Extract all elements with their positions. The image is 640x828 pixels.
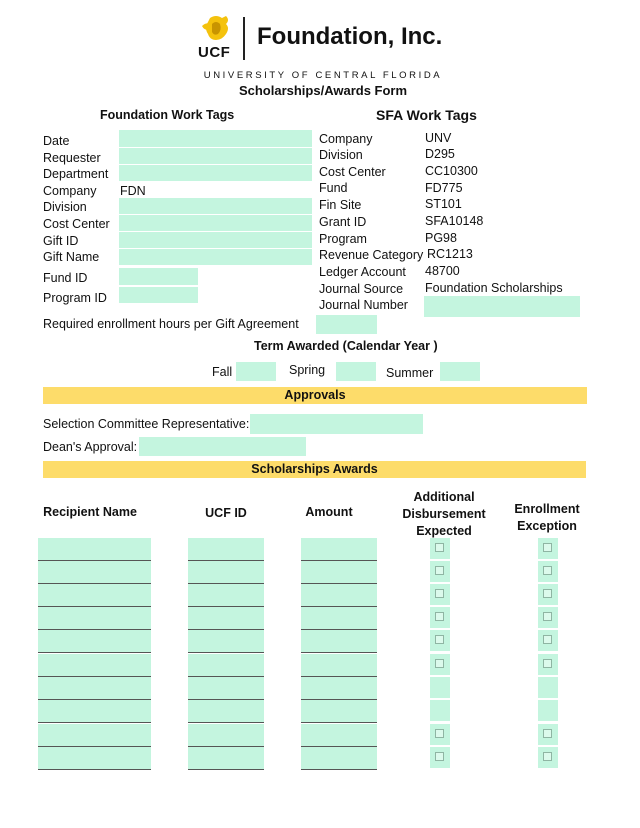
checkbox-square-icon (435, 589, 444, 598)
amount-cell[interactable] (301, 607, 377, 630)
additional-disbursement-checkbox[interactable] (430, 607, 450, 628)
enrollment-exception-checkbox[interactable] (538, 630, 558, 651)
sfa-fund-label: Fund (319, 181, 348, 195)
ucf-id-cell[interactable] (188, 654, 264, 677)
term-awarded-heading: Term Awarded (Calendar Year ) (254, 339, 438, 353)
sfa-fin-site-label: Fin Site (319, 198, 362, 212)
sfa-work-tags-heading: SFA Work Tags (376, 107, 477, 123)
ucf-id-cell[interactable] (188, 584, 264, 607)
sfa-division-label: Division (319, 148, 363, 162)
ucf-id-cell[interactable] (188, 630, 264, 653)
fund-id-field[interactable] (119, 268, 198, 285)
amount-cell[interactable] (301, 584, 377, 607)
additional-disbursement-checkbox[interactable] (430, 584, 450, 605)
form-title: Scholarships/Awards Form (238, 83, 408, 98)
sfa-journal-source-label: Journal Source (319, 282, 404, 296)
enrollment-exception-checkbox[interactable] (538, 747, 558, 768)
fall-label: Fall (212, 365, 233, 379)
recipient-name-cell[interactable] (38, 584, 151, 607)
sfa-journal-number-label: Journal Number (319, 298, 408, 312)
recipient-name-cell[interactable] (38, 538, 151, 561)
sfa-division-value: D295 (425, 147, 455, 161)
scholarships-awards-bar: Scholarships Awards (43, 461, 586, 478)
ucf-id-cell[interactable] (188, 561, 264, 584)
enrollment-exception-checkbox[interactable] (538, 607, 558, 628)
ucf-id-cell[interactable] (188, 538, 264, 561)
gift-name-field[interactable] (119, 249, 312, 265)
col-amount: Amount (305, 505, 353, 519)
checkbox-square-icon (543, 612, 552, 621)
recipient-name-cell[interactable] (38, 724, 151, 747)
enrollment-exception-checkbox[interactable] (538, 538, 558, 559)
amount-cell[interactable] (301, 700, 377, 723)
amount-cell[interactable] (301, 561, 377, 584)
additional-disbursement-checkbox[interactable] (430, 654, 450, 675)
division-field[interactable] (119, 198, 312, 214)
sfa-cost-center-value: CC10300 (425, 164, 478, 178)
cost-center-field[interactable] (119, 215, 312, 231)
ucf-id-cell[interactable] (188, 700, 264, 723)
recipient-name-cell[interactable] (38, 630, 151, 653)
fund-id-label: Fund ID (43, 271, 88, 285)
pegasus-icon (196, 14, 238, 44)
recipient-name-cell[interactable] (38, 747, 151, 770)
header-divider (243, 17, 245, 60)
spring-label: Spring (289, 363, 326, 377)
ucf-logo (196, 14, 238, 62)
date-field[interactable] (119, 130, 312, 147)
approvals-bar: Approvals (43, 387, 587, 404)
additional-disbursement-checkbox[interactable] (430, 561, 450, 582)
amount-cell[interactable] (301, 630, 377, 653)
ucf-brand-text: UCF (198, 44, 231, 61)
enrollment-exception-checkbox[interactable] (538, 677, 558, 698)
university-name: UNIVERSITY OF CENTRAL FLORIDA (203, 70, 443, 81)
recipient-name-cell[interactable] (38, 607, 151, 630)
checkbox-square-icon (435, 543, 444, 552)
checkbox-square-icon (543, 635, 552, 644)
recipient-name-cell[interactable] (38, 561, 151, 584)
col-enrollment-exception: Enrollment Exception (514, 502, 580, 533)
enrollment-hours-field[interactable] (316, 315, 377, 334)
enrollment-exception-checkbox[interactable] (538, 584, 558, 605)
sfa-revenue-category-label: Revenue Category (319, 248, 424, 262)
deans-approval-label: Dean's Approval: (43, 440, 138, 454)
date-label: Date (43, 134, 70, 148)
sfa-program-value: PG98 (425, 231, 457, 245)
sfa-fin-site-value: ST101 (425, 197, 462, 211)
gift-name-label: Gift Name (43, 250, 100, 264)
recipient-name-cell[interactable] (38, 654, 151, 677)
sfa-fund-value: FD775 (425, 181, 463, 195)
selection-committee-field[interactable] (250, 414, 423, 434)
gift-id-field[interactable] (119, 232, 312, 248)
checkbox-square-icon (435, 729, 444, 738)
recipient-name-cell[interactable] (38, 700, 151, 723)
department-field[interactable] (119, 165, 312, 181)
foundation-work-tags-heading: Foundation Work Tags (100, 108, 235, 122)
checkbox-square-icon (543, 566, 552, 575)
col-recipient-name: Recipient Name (43, 505, 137, 519)
sfa-program-label: Program (319, 232, 367, 246)
ucf-id-cell[interactable] (188, 607, 264, 630)
ucf-id-cell[interactable] (188, 747, 264, 770)
checkbox-square-icon (435, 635, 444, 644)
org-title: Foundation, Inc. (257, 23, 443, 50)
sfa-grant-id-value: SFA10148 (425, 214, 484, 228)
enrollment-exception-checkbox[interactable] (538, 700, 558, 721)
sfa-company-value: UNV (425, 131, 452, 145)
amount-cell[interactable] (301, 747, 377, 770)
checkbox-square-icon (543, 752, 552, 761)
additional-disbursement-checkbox[interactable] (430, 538, 450, 559)
enrollment-hours-label: Required enrollment hours per Gift Agreement (43, 317, 299, 331)
sfa-cost-center-label: Cost Center (319, 165, 386, 179)
division-label: Division (43, 200, 87, 214)
checkbox-square-icon (543, 729, 552, 738)
program-id-label: Program ID (43, 291, 107, 305)
amount-cell[interactable] (301, 654, 377, 677)
company-value: FDN (120, 184, 146, 198)
checkbox-square-icon (543, 543, 552, 552)
gift-id-label: Gift ID (43, 234, 79, 248)
sfa-ledger-account-value: 48700 (425, 264, 460, 278)
program-id-field[interactable] (119, 287, 198, 303)
journal-number-field[interactable] (424, 296, 580, 317)
cost-center-label: Cost Center (43, 217, 110, 231)
requester-field[interactable] (119, 148, 312, 164)
deans-approval-field[interactable] (139, 437, 306, 456)
enrollment-exception-checkbox[interactable] (538, 561, 558, 582)
recipient-name-cell[interactable] (38, 677, 151, 700)
checkbox-square-icon (435, 566, 444, 575)
sfa-grant-id-label: Grant ID (319, 215, 367, 229)
sfa-revenue-category-value: RC1213 (427, 247, 473, 261)
summer-label: Summer (386, 366, 434, 380)
amount-cell[interactable] (301, 538, 377, 561)
spring-field[interactable] (336, 362, 376, 381)
col-additional-disbursement: Additional Disbursement Expected (402, 490, 486, 538)
sfa-journal-source-value: Foundation Scholarships (425, 281, 563, 295)
enrollment-exception-checkbox[interactable] (538, 654, 558, 675)
checkbox-square-icon (435, 612, 444, 621)
checkbox-square-icon (543, 589, 552, 598)
requester-label: Requester (43, 151, 101, 165)
ucf-id-cell[interactable] (188, 677, 264, 700)
additional-disbursement-checkbox[interactable] (430, 700, 450, 721)
summer-field[interactable] (440, 362, 480, 381)
company-label: Company (43, 184, 97, 198)
enrollment-exception-checkbox[interactable] (538, 724, 558, 745)
sfa-ledger-account-label: Ledger Account (319, 265, 406, 279)
ucf-id-cell[interactable] (188, 724, 264, 747)
additional-disbursement-checkbox[interactable] (430, 630, 450, 651)
amount-cell[interactable] (301, 724, 377, 747)
selection-committee-label: Selection Committee Representative: (43, 417, 250, 431)
sfa-company-label: Company (319, 132, 373, 146)
fall-field[interactable] (236, 362, 276, 381)
checkbox-square-icon (435, 752, 444, 761)
additional-disbursement-checkbox[interactable] (430, 747, 450, 768)
additional-disbursement-checkbox[interactable] (430, 724, 450, 745)
department-label: Department (43, 167, 109, 181)
additional-disbursement-checkbox[interactable] (430, 677, 450, 698)
col-ucf-id: UCF ID (205, 506, 247, 520)
checkbox-square-icon (435, 659, 444, 668)
amount-cell[interactable] (301, 677, 377, 700)
checkbox-square-icon (543, 659, 552, 668)
